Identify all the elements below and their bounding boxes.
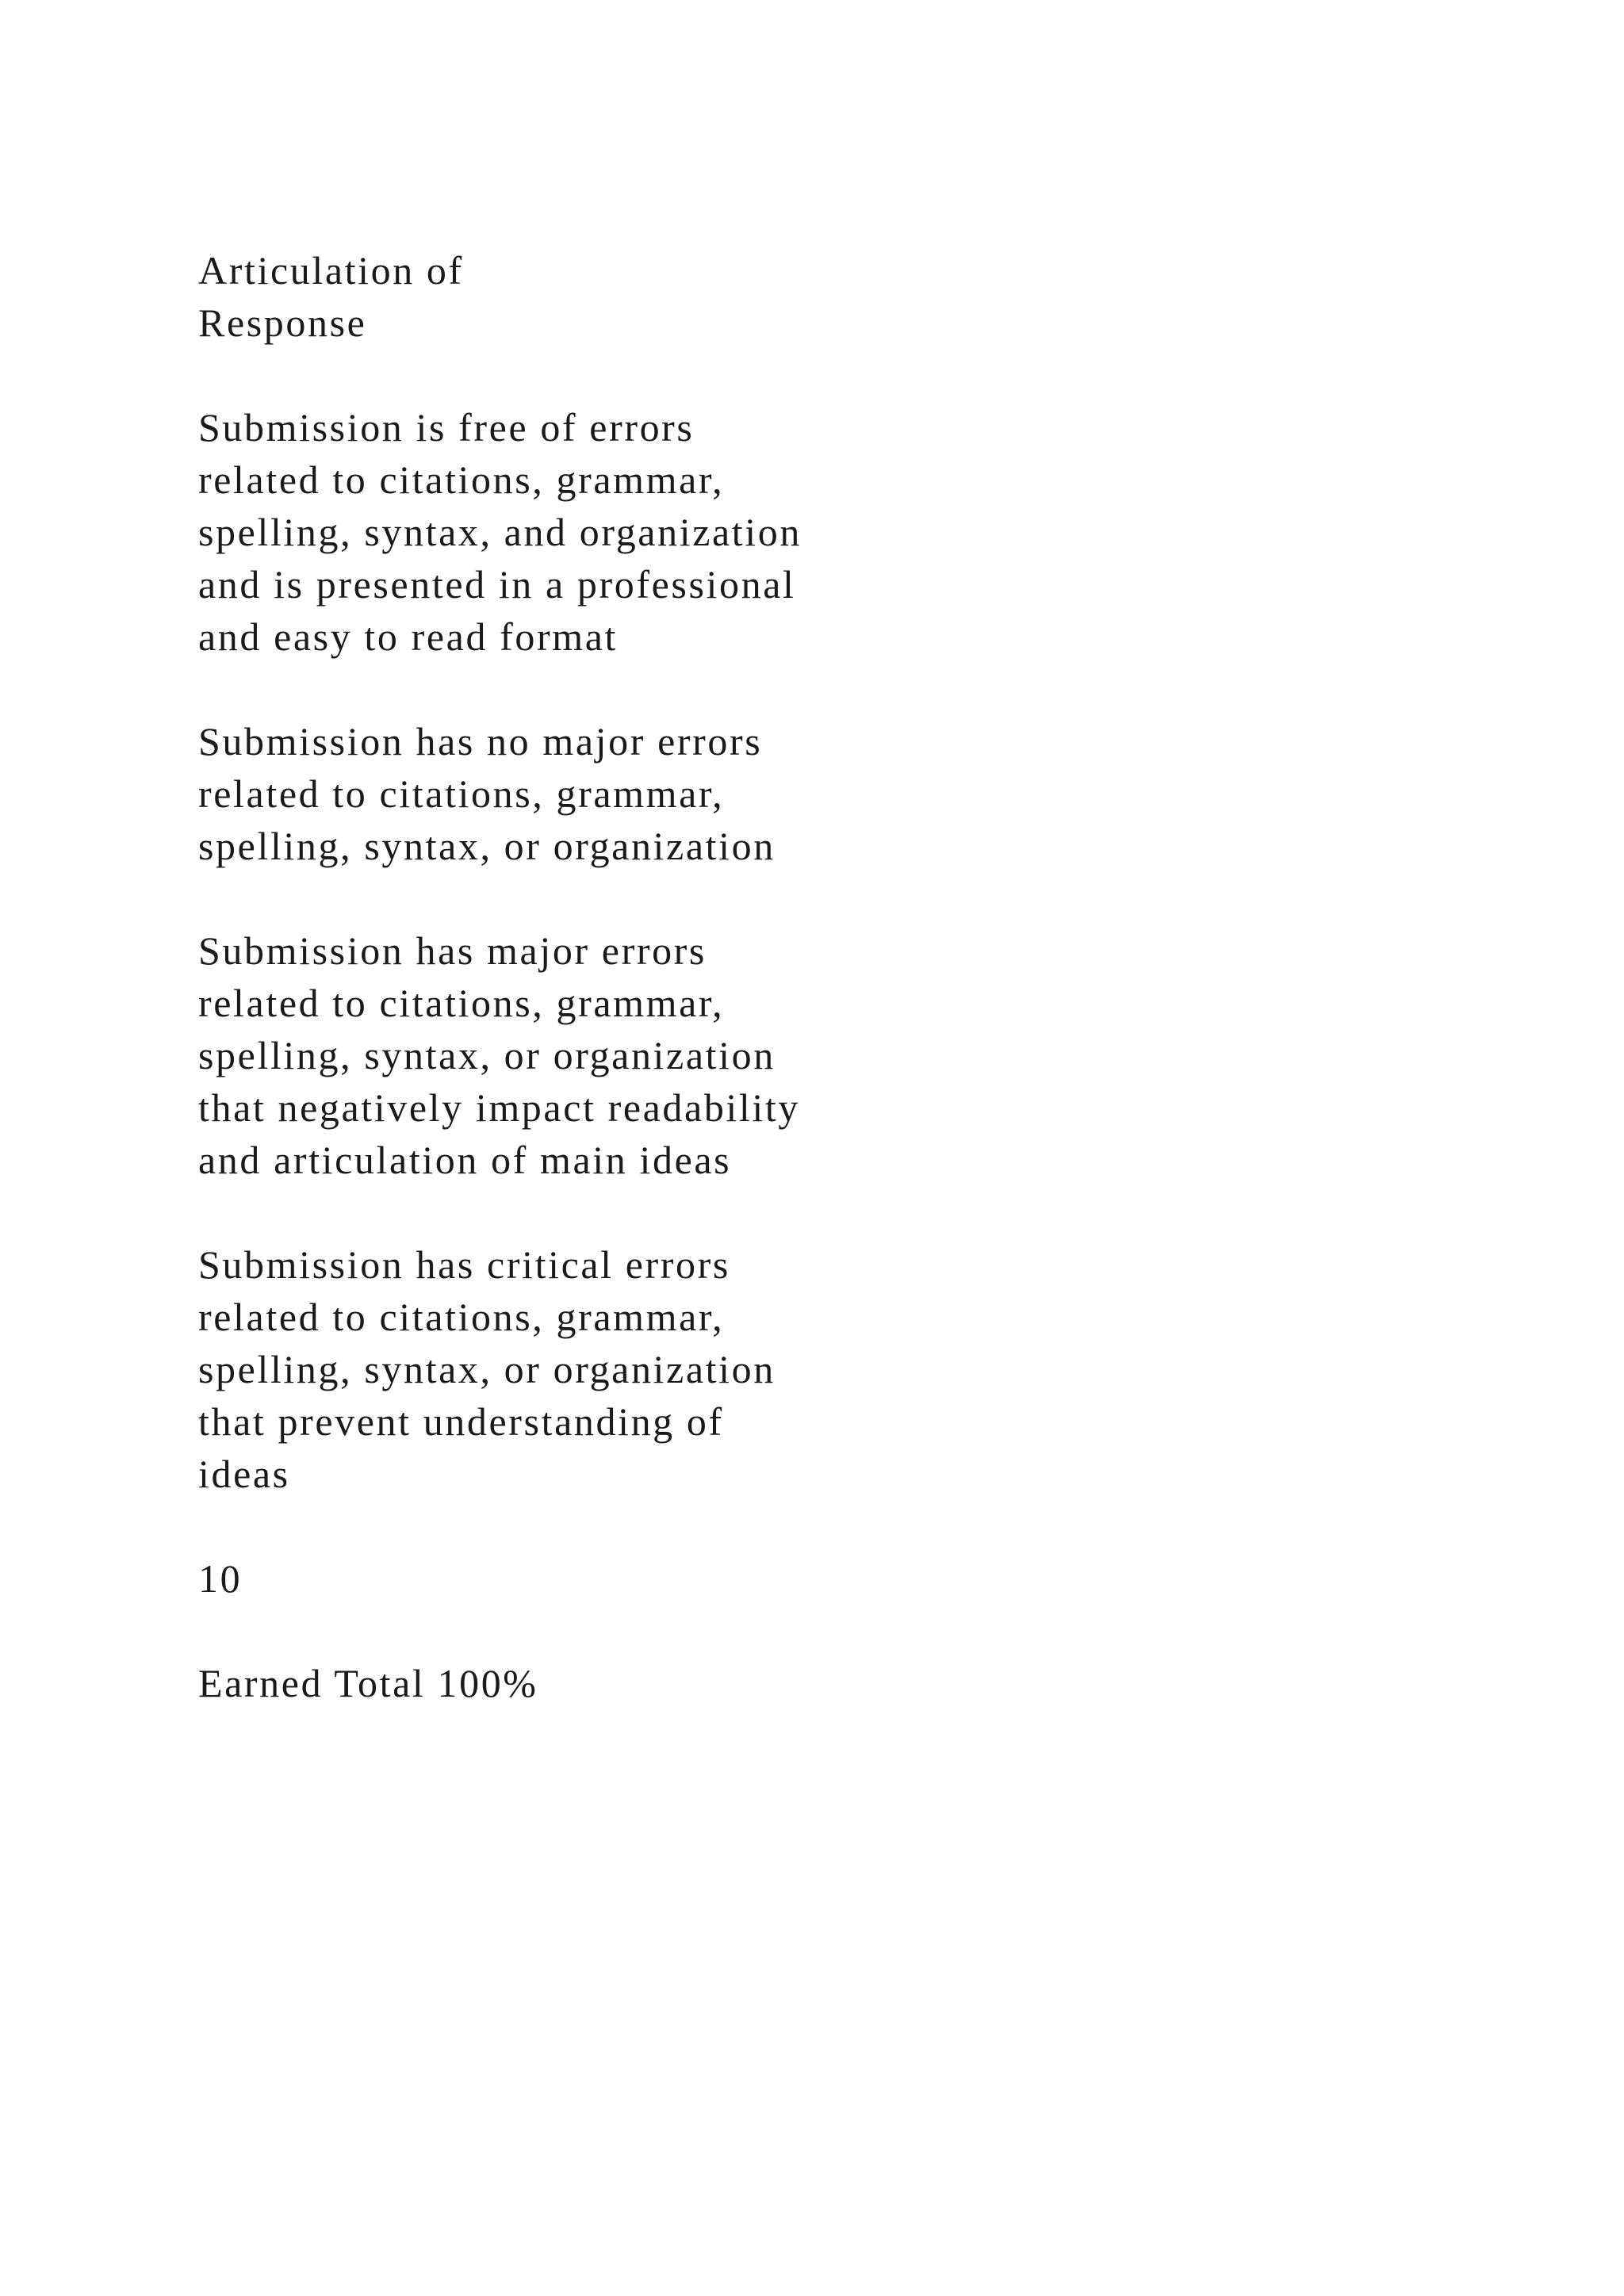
heading-line: Response [198, 300, 367, 345]
level-description-proficient [198, 715, 1229, 872]
earned-total-label: Earned Total 100% [198, 1661, 538, 1705]
level-description-needs-improvement [198, 924, 1229, 1186]
criterion-points [198, 1552, 1229, 1605]
level-description-exemplary [198, 401, 1229, 663]
description-line: and is presented in a professional [198, 562, 796, 607]
description-line: spelling, syntax, and organization [198, 510, 802, 554]
description-line: related to citations, grammar, [198, 981, 725, 1025]
description-line: that prevent understanding of [198, 1399, 724, 1444]
description-line: Submission has critical errors [198, 1242, 730, 1287]
description-line: related to citations, grammar, [198, 457, 725, 502]
rubric-content [198, 244, 1229, 1762]
description-line: related to citations, grammar, [198, 1295, 725, 1339]
description-line: ideas [198, 1452, 290, 1496]
level-description-not-evident [198, 1238, 1229, 1500]
description-line: related to citations, grammar, [198, 771, 725, 816]
description-line: Submission has major errors [198, 928, 707, 973]
description-line: that negatively impact readability [198, 1085, 800, 1130]
points-value: 10 [198, 1556, 243, 1601]
description-line: Submission has no major errors [198, 719, 763, 763]
description-line: and articulation of main ideas [198, 1138, 732, 1182]
description-line: spelling, syntax, or organization [198, 824, 776, 868]
criterion-heading [198, 244, 1229, 349]
description-line: Submission is free of errors [198, 405, 695, 450]
earned-total [198, 1657, 1229, 1709]
description-line: spelling, syntax, or organization [198, 1347, 776, 1391]
heading-line: Articulation of [198, 248, 464, 293]
description-line: and easy to read format [198, 614, 619, 659]
description-line: spelling, syntax, or organization [198, 1033, 776, 1077]
